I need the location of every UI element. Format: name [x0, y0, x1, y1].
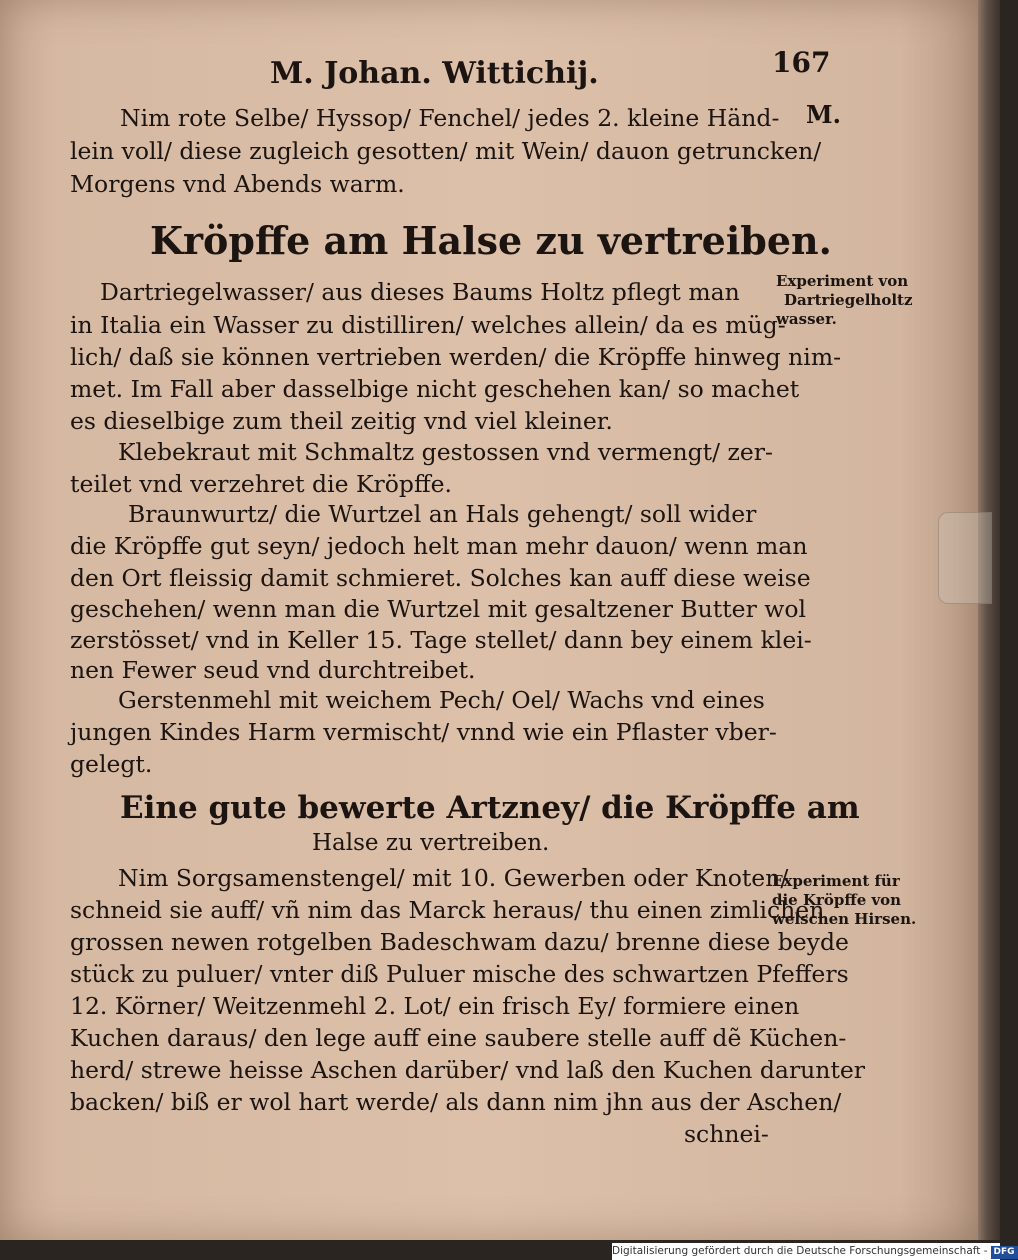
- book-edge: [978, 0, 1000, 1240]
- text-line: backen/ biß er wol hart werde/ als dann nim jhn aus der Aschen/: [70, 1088, 842, 1116]
- marginal-note-line: Experiment von: [776, 272, 909, 290]
- text-line: Klebekraut mit Schmaltz gestossen vnd vermengt/ zer-: [118, 438, 773, 466]
- text-line: Morgens vnd Abends warm.: [70, 170, 405, 198]
- marginal-note: [776, 272, 913, 329]
- marginal-note: [772, 872, 916, 929]
- running-title: M. Johan. Wittichij.: [270, 56, 599, 91]
- text-line: nen Fewer seud vnd durchtreibet.: [70, 656, 476, 684]
- text-line: den Ort fleissig damit schmieret. Solches kan auff diese weise: [70, 564, 811, 592]
- footer-credit: [612, 1243, 1015, 1260]
- text-line: Gerstenmehl mit weichem Pech/ Oel/ Wachs vnd eines: [118, 686, 765, 714]
- text-line: in Italia ein Wasser zu distilliren/ welches allein/ da es müg-: [70, 311, 786, 339]
- text-line: Dartriegelwasser/ aus dieses Baums Holtz pflegt man: [100, 278, 740, 306]
- text-line: Nim Sorgsamenstengel/ mit 10. Gewerben oder Knoten/: [118, 864, 789, 892]
- text-line: herd/ strewe heisse Aschen darüber/ vnd laß den Kuchen darunter: [70, 1056, 866, 1084]
- text-line: jungen Kindes Harm vermischt/ vnnd wie ein Pflaster vber-: [70, 718, 777, 746]
- text-line: lich/ daß sie können vertrieben werden/ die Kröpffe hinweg nim-: [70, 343, 842, 371]
- dfg-logo: DFG: [991, 1246, 1018, 1259]
- text-line: 12. Körner/ Weitzenmehl 2. Lot/ ein frisch Ey/ formiere einen: [70, 992, 800, 1020]
- text-line: stück zu puluer/ vnter diß Puluer mische des schwartzen Pfeffers: [70, 960, 849, 988]
- section-heading: Eine gute bewerte Artzney/ die Kröpffe am: [120, 790, 860, 826]
- text-line: es dieselbige zum theil zeitig vnd viel kleiner.: [70, 407, 613, 435]
- marginal-note-line: die Kröpffe von: [772, 891, 902, 909]
- page-tab: [938, 512, 992, 604]
- text-line: lein voll/ diese zugleich gesotten/ mit Wein/ dauon getruncken/: [70, 137, 822, 165]
- text-line: met. Im Fall aber dasselbige nicht geschehen kan/ so machet: [70, 375, 800, 403]
- footer-text: Digitalisierung gefördert durch die Deutsche Forschungsgemeinschaft -: [612, 1245, 988, 1257]
- text-line: Kuchen daraus/ den lege auff eine saubere stelle auff dẽ Küchen-: [70, 1024, 847, 1052]
- text-line: teilet vnd verzehret die Kröpffe.: [70, 470, 453, 498]
- marginal-note-line: wasser.: [776, 310, 837, 328]
- marginal-note-line: Experiment für: [772, 872, 900, 890]
- signature-mark: M.: [806, 100, 841, 129]
- text-line: gelegt.: [70, 750, 153, 778]
- text-line: grossen newen rotgelben Badeschwam dazu/ brenne diese beyde: [70, 928, 849, 956]
- catchword: schnei-: [684, 1120, 769, 1148]
- section-heading-continuation: Halse zu vertreiben.: [312, 830, 550, 856]
- text-line: Braunwurtz/ die Wurtzel an Hals gehengt/ soll wider: [128, 500, 757, 528]
- text-line: schneid sie auff/ vñ nim das Marck heraus/ thu einen zimlichen: [70, 896, 825, 924]
- text-line: geschehen/ wenn man die Wurtzel mit gesaltzener Butter wol: [70, 595, 807, 623]
- marginal-note-line: welschen Hirsen.: [772, 910, 917, 928]
- text-line: Nim rote Selbe/ Hyssop/ Fenchel/ jedes 2. kleine Händ-: [120, 104, 780, 132]
- marginal-note-line: Dartriegelholtz: [784, 291, 913, 309]
- section-heading: Kröpffe am Halse zu vertreiben.: [150, 218, 832, 263]
- text-line: zerstösset/ vnd in Keller 15. Tage stellet/ dann bey einem klei-: [70, 626, 812, 654]
- page-number: 167: [772, 46, 831, 79]
- text-line: die Kröpffe gut seyn/ jedoch helt man mehr dauon/ wenn man: [70, 532, 808, 560]
